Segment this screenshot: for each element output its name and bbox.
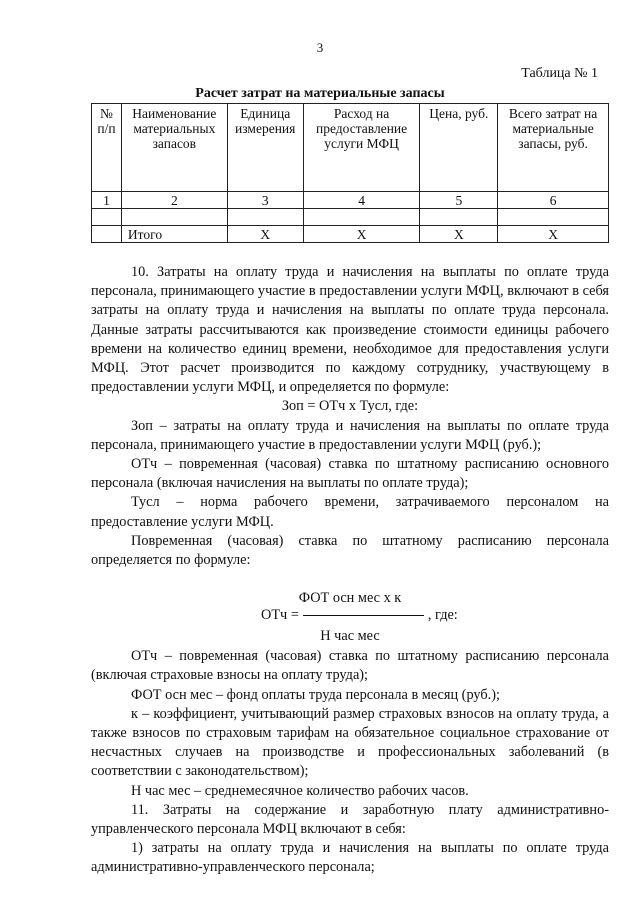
- total-row: [92, 226, 609, 243]
- header-cell: № п/п: [92, 104, 122, 192]
- fraction-bar: [303, 615, 424, 616]
- table-cell: [92, 226, 122, 243]
- table-cell: 3: [227, 192, 303, 209]
- definition-fot: ФОТ осн мес – фонд оплаты труда персонала в месяц (руб.);: [131, 686, 500, 703]
- table-cell: [420, 209, 498, 226]
- page-number: 3: [316, 40, 324, 55]
- table-number: Таблица № 1: [521, 66, 598, 81]
- table-title: Расчет затрат на материальные запасы: [195, 86, 445, 101]
- table-cell: [498, 209, 609, 226]
- formula-zop: Зоп = ОТч х Тусл, где:: [281, 398, 419, 415]
- formula-otch: [91, 589, 609, 647]
- document-body: [91, 263, 609, 878]
- header-cell: Расход на предоставление услуги МФЦ: [303, 104, 420, 192]
- header-cell: Всего затрат на материальные запасы, руб.: [498, 104, 609, 192]
- empty-row: [92, 209, 609, 226]
- materials-cost-table: [91, 103, 609, 243]
- table-cell: [121, 209, 227, 226]
- table-cell: Х: [303, 226, 420, 243]
- definition-k: к – коэффициент, учитывающий размер страховых взносов на оплату труда, а также взносов по страховым тарифам на обязательное социальное страхование от несчастных случаев на производстве и профессиональных заболеваний (в соответствии с законодательством);: [91, 705, 609, 780]
- table-cell: Х: [420, 226, 498, 243]
- table-cell: Х: [498, 226, 609, 243]
- table-cell: 2: [121, 192, 227, 209]
- table-cell: [92, 209, 122, 226]
- rate-intro: Повременная (часовая) ставка по штатному расписанию персонала определяется по формуле:: [91, 532, 609, 569]
- table-cell: [227, 209, 303, 226]
- total-label: Итого: [121, 226, 227, 243]
- header-cell: Цена, руб.: [420, 104, 498, 192]
- table-cell: 5: [420, 192, 498, 209]
- definition-tusl: Тусл – норма рабочего времени, затрачиваемого персоналом на предоставление услуги МФЦ.: [91, 494, 609, 530]
- paragraph-11-item-1: 1) затраты на оплату труда и начисления на выплаты по оплате труда административно-управленческого персонала;: [91, 840, 609, 876]
- header-cell: Наименование материальных запасов: [121, 104, 227, 192]
- header-cell: Единица измерения: [227, 104, 303, 192]
- table-header-row: [92, 104, 609, 192]
- table-cell: 1: [92, 192, 122, 209]
- paragraph-10: 10. Затраты на оплату труда и начисления на выплаты по оплате труда персонала, принимающего участие в предоставлении услуги МФЦ, включают в себя затраты на оплату труда и начисления на выплаты по оплате труда персонала. Данные затраты рассчитываются как произведение стоимости единицы рабочего времени на количество единиц времени, необходимое для предоставления услуги МФЦ. Этот расчет производится по каждому сотруднику, участвующему в предоставлении услуги МФЦ, и определяется по формуле:: [91, 264, 609, 396]
- table-cell: [303, 209, 420, 226]
- definition-otch: ОТч – повременная (часовая) ставка по штатному расписанию основного персонала (включая начисления на выплаты по оплате труда);: [91, 456, 609, 492]
- paragraph-11: 11. Затраты на содержание и заработную плату административно-управленческого персонала МФЦ включают в себя:: [91, 801, 609, 838]
- formula-rhs: , где:: [427, 607, 458, 624]
- table-cell: Х: [227, 226, 303, 243]
- formula-lhs: ОТч =: [261, 607, 299, 624]
- formula-denominator: Н час мес: [320, 628, 380, 645]
- definition-nchas: Н час мес – среднемесячное количество рабочих часов.: [131, 782, 469, 799]
- formula-numerator: ФОТ осн мес х к: [298, 590, 402, 607]
- table-cell: 6: [498, 192, 609, 209]
- definition-otch-2: ОТч – повременная (часовая) ставка по штатному расписанию персонала (включая страховые взносы на оплату труда);: [91, 648, 609, 684]
- definition-zop: Зоп – затраты на оплату труда и начисления на выплаты по оплате труда персонала, принимающего участие в предоставлении услуги МФЦ (руб.);: [91, 417, 609, 453]
- table-cell: 4: [303, 192, 420, 209]
- column-number-row: [92, 192, 609, 209]
